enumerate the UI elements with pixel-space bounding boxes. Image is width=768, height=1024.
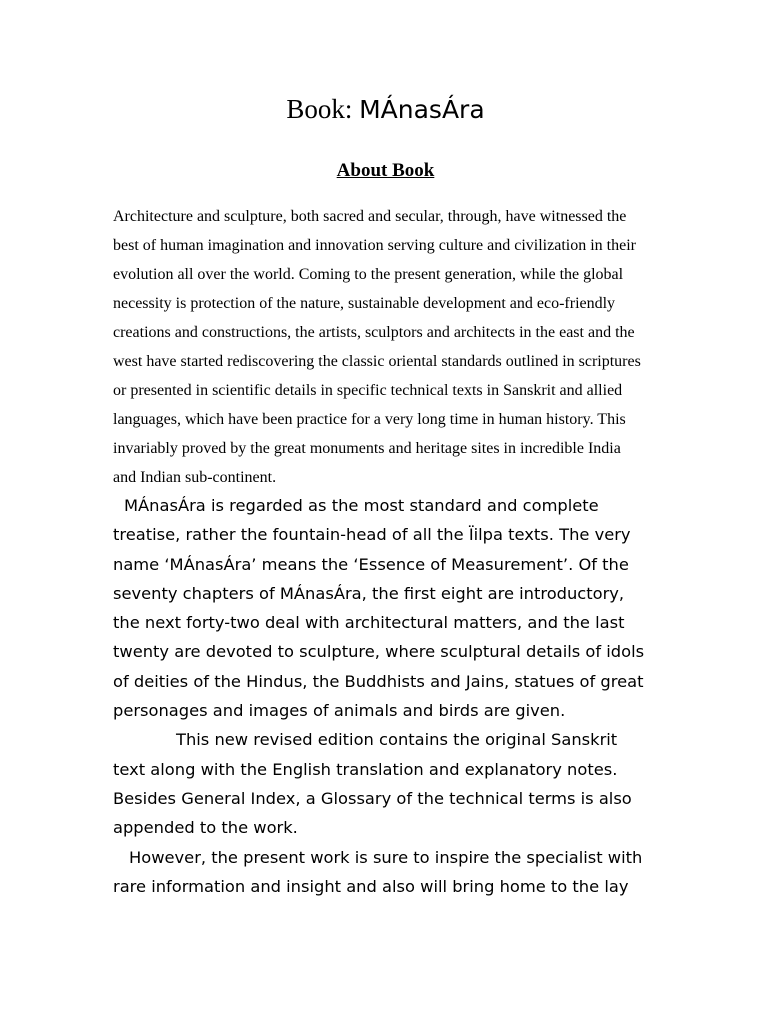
paragraph-line: However, the present work is sure to inspire the specialist with xyxy=(129,847,643,867)
paragraph-line: and Indian sub-continent. xyxy=(113,469,277,486)
paragraph-line: This new revised edition contains the original Sanskrit xyxy=(176,730,618,750)
paragraph-line: necessity is protection of the nature, sustainable development and eco-friendly xyxy=(113,295,616,312)
paragraph-line: text along with the English translation and explanatory notes. xyxy=(113,759,618,779)
paragraph-line: MÁnasÁra is regarded as the most standard and complete xyxy=(124,496,599,515)
book-title-prefix: Book: xyxy=(286,94,360,124)
paragraph-line: treatise, rather the fountain-head of all the Ïilpa texts. The very xyxy=(113,525,631,545)
paragraph-line: evolution all over the world. Coming to the present generation, while the global xyxy=(113,266,624,283)
paragraph-line: the next forty-two deal with architectural matters, and the last xyxy=(113,613,625,633)
paragraph-line: creations and constructions, the artists, sculptors and architects in the east and the xyxy=(113,324,635,341)
paragraph-line: personages and images of animals and birds are given. xyxy=(113,701,566,721)
paragraph-line: west have started rediscovering the classic oriental standards outlined in scriptures xyxy=(113,353,641,370)
body-paragraphs xyxy=(113,491,658,901)
paragraph-line: Besides General Index, a Glossary of the technical terms is also xyxy=(113,788,632,808)
paragraph-line: best of human imagination and innovation serving culture and civilization in their xyxy=(113,237,636,254)
paragraph-line: languages, which have been practice for a very long time in human history. This xyxy=(113,411,626,428)
intro-paragraph xyxy=(113,202,658,492)
book-title xyxy=(113,91,658,128)
paragraph-line: or presented in scientific details in specific technical texts in Sanskrit and allied xyxy=(113,382,623,399)
paragraph-line: twenty are devoted to sculpture, where sculptural details of idols xyxy=(113,642,645,662)
paragraph-line: Architecture and sculpture, both sacred and secular, through, have witnessed the xyxy=(113,208,627,225)
about-book-heading: About Book xyxy=(336,160,435,181)
paragraph-line: seventy chapters of MÁnasÁra, the first eight are introductory, xyxy=(113,583,625,603)
paragraph-line: of deities of the Hindus, the Buddhists and Jains, statues of great xyxy=(113,671,644,691)
paragraph-line: name ‘MÁnasÁra’ means the ‘Essence of Measurement’. Of the xyxy=(113,554,629,574)
paragraph-line: rare information and insight and also will bring home to the lay xyxy=(113,876,629,896)
paragraph-line: invariably proved by the great monuments and heritage sites in incredible India xyxy=(113,440,621,457)
book-title-name: MÁnasÁra xyxy=(359,95,485,124)
paragraph-line: appended to the work. xyxy=(113,818,298,838)
